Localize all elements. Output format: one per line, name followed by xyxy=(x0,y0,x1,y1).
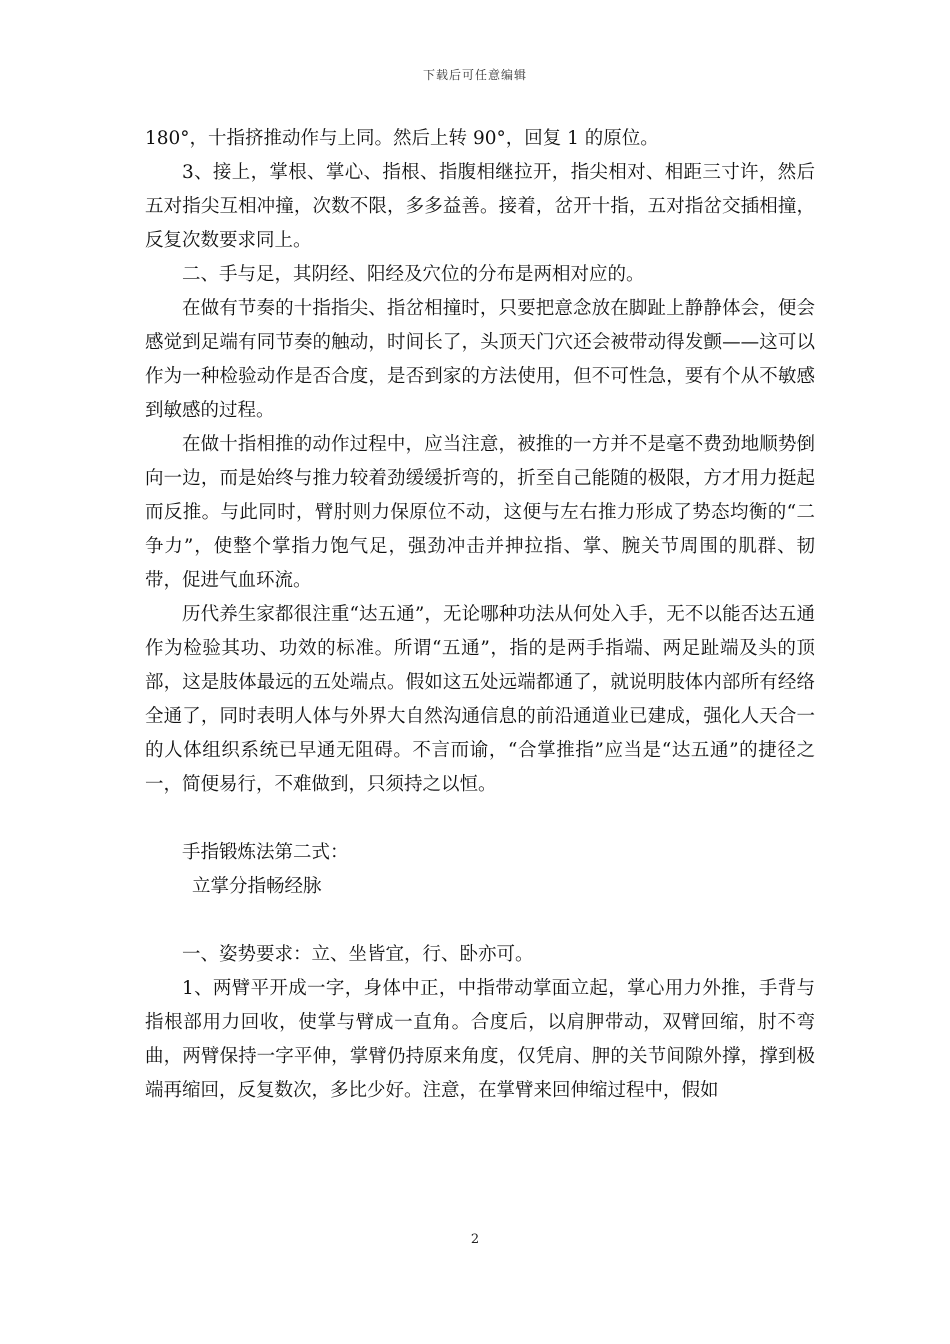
page-number: 2 xyxy=(470,1232,480,1247)
paragraph-step-1: 1、两臂平开成一字，身体中正，中指带动掌面立起，掌心用力外推，手背与指根部用力回收，使掌与臂成一直角。合度后，以肩胛带动，双臂回缩，肘不弯曲，两臂保持一字平伸，掌臂仍持原来角度，仅凭肩、胛的关节间隙外撑，撑到极端再缩回，反复数次，多比少好。注意，在掌臂来回伸缩过程中，假如 xyxy=(145,978,815,1101)
paragraph-step-3: 3、接上，掌根、掌心、指根、指腹相继拉开，指尖相对、相距三寸许，然后五对指尖互相冲撞，次数不限，多多益善。接着，岔开十指，五对指岔交插相撞，反复次数要求同上。 xyxy=(145,162,815,251)
section-title: 手指锻炼法第二式： xyxy=(182,842,349,863)
paragraph-push: 在做十指相推的动作过程中，应当注意，被推的一方并不是毫不费劲地顺势倒向一边，而是始终与推力较着劲缓缓折弯的，折至自己能随的极限，方才用力挺起而反推。与此同时，臂肘则力保原位不动，这便与左右推力形成了势态均衡的“二争力”，使整个掌指力饱气足，强劲冲击并抻拉指、掌、腕关节周围的肌群、韧带，促进气血环流。 xyxy=(145,434,815,591)
paragraph-posture: 一、姿势要求：立、坐皆宜，行、卧亦可。 xyxy=(182,944,534,965)
section-subtitle: 立掌分指畅经脉 xyxy=(192,876,322,897)
paragraph-hand-foot: 二、手与足，其阴经、阳经及穴位的分布是两相对应的。 xyxy=(182,264,645,285)
paragraph-rotation: 180°，十指挤推动作与上同。然后上转 90°，回复 1 的原位。 xyxy=(145,128,659,149)
paragraph-rhythm: 在做有节奏的十指指尖、指岔相撞时，只要把意念放在脚趾上静静体会，便会感觉到足端有同节奏的触动，时间长了，头顶天门穴还会被带动得发颤——这可以作为一种检验动作是否合度，是否到家的方法使用，但不可性急，要有个从不敏感到敏感的过程。 xyxy=(145,298,815,421)
page-header: 下载后可任意编辑 xyxy=(422,68,527,82)
document-body xyxy=(145,122,815,1108)
spacer xyxy=(145,802,815,836)
paragraph-five-links: 历代养生家都很注重“达五通”，无论哪种功法从何处入手，无不以能否达五通作为检验其功、功效的标准。所谓“五通”，指的是两手指端、两足趾端及头的顶部，这是肢体最远的五处端点。假如这五处远端都通了，就说明肢体内部所有经络全通了，同时表明人体与外界大自然沟通信息的前沿通道业已建成，强化人天合一的人体组织系统已早通无阻碍。不言而谕，“合掌推指”应当是“达五通”的捷径之一，简便易行，不难做到，只须持之以恒。 xyxy=(145,604,815,795)
spacer xyxy=(145,904,815,938)
